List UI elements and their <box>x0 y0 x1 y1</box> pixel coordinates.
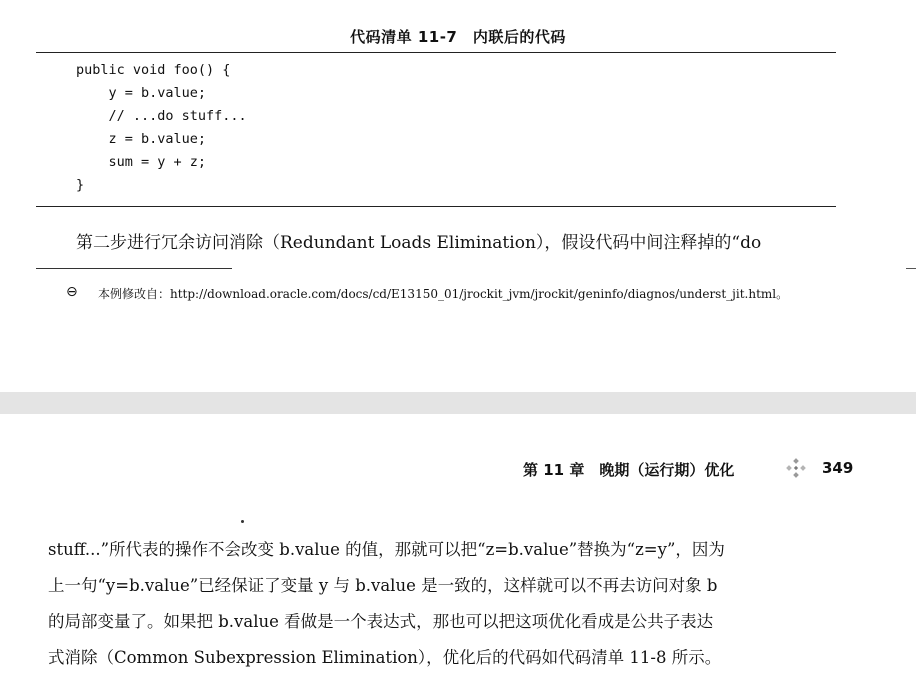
body-text: 第二步进行冗余访问消除（Redundant Loads Elimination），假设代码中间注释掉的“do <box>76 233 762 253</box>
chapter-header: 第 11 章 晚期（运行期）优化 <box>523 461 735 479</box>
code-line: public void foo() { <box>76 62 231 78</box>
code-line: y = b.value; <box>76 85 207 101</box>
paragraph-line: stuff...”所代表的操作不会改变 b.value 的值，那就可以把“z=b.value”替换为“z=y”，因为 <box>48 540 725 559</box>
scan-speck <box>241 520 244 523</box>
diamond-ornament-icon <box>785 457 807 479</box>
code-line: } <box>76 177 85 193</box>
code-line: sum = y + z; <box>76 154 207 170</box>
footnote-text: 本例修改自：http://download.oracle.com/docs/cd/E13150_01/jrockit_jvm/jrockit/geninfo/diagnos/underst_jit.html。 <box>98 287 789 301</box>
paragraph-line: 上一句“y=b.value”已经保证了变量 y 与 b.value 是一致的，这样就可以不再去访问对象 b <box>48 576 718 595</box>
page-number: 349 <box>822 459 854 477</box>
listing-top-rule <box>36 52 836 53</box>
code-line: // ...do stuff... <box>76 108 247 124</box>
paragraph-line: 式消除（Common Subexpression Elimination），优化后的代码如代码清单 11-8 所示。 <box>48 648 722 667</box>
footnote-marker: ⊖ <box>66 284 78 300</box>
margin-tick <box>906 268 916 269</box>
listing-title: 代码清单 11-7 内联后的代码 <box>350 28 566 46</box>
page-gap <box>0 392 916 414</box>
paragraph-line: 的局部变量了。如果把 b.value 看做是一个表达式，那也可以把这项优化看成是公共子表达 <box>48 612 714 631</box>
listing-bottom-rule <box>36 206 836 207</box>
code-line: z = b.value; <box>76 131 207 147</box>
footnote-rule <box>36 268 232 269</box>
